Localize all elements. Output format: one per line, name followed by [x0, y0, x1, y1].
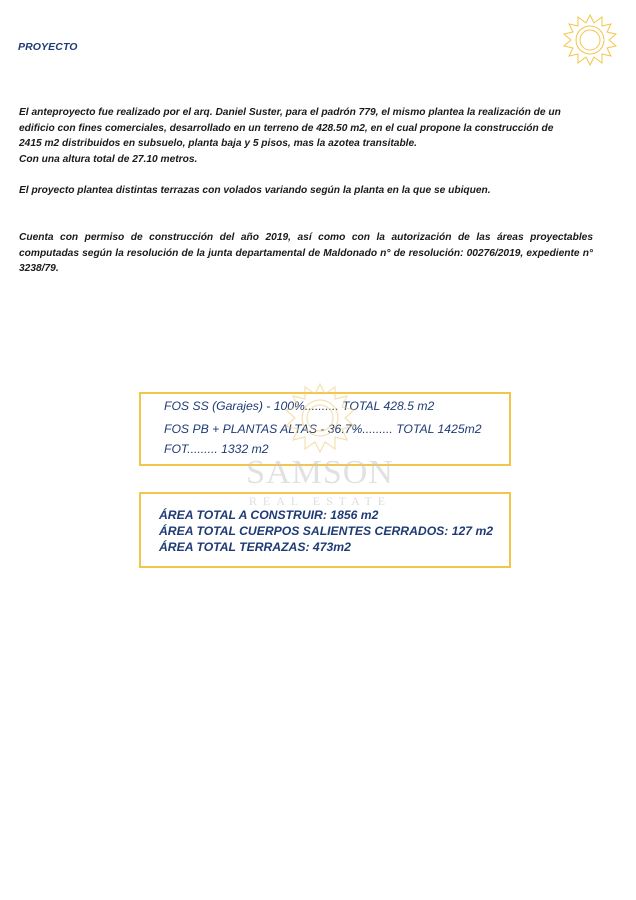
watermark-name: SAMSON — [246, 454, 394, 491]
area-totals-box — [139, 492, 511, 568]
area-total-construir-line: ÁREA TOTAL A CONSTRUIR: 1856 m2 — [159, 508, 379, 522]
intro-line: 2415 m2 distribuidos en subsuelo, planta baja y 5 pisos, mas la azotea transitable. — [19, 138, 418, 149]
permit-paragraph: Cuenta con permiso de construcción del año 2019, así como con la autorización de las áreas proyectables computadas según la resolución de la junta departamental de Maldonado n° de resolución: 00276/2019, expediente n° 3238/79. — [19, 232, 593, 274]
intro-paragraph — [19, 105, 593, 167]
watermark-subtitle: REAL ESTATE — [248, 494, 392, 508]
fot-line: FOT......... 1332 m2 — [164, 442, 269, 456]
intro-line: El anteproyecto fue realizado por el arq. Daniel Suster, para el padrón 779, el mismo plantea la realización de un — [19, 107, 561, 118]
intro-line: Con una altura total de 27.10 metros. — [19, 153, 198, 165]
fos-ss-line: FOS SS (Garajes) - 100%.......... TOTAL 428.5 m2 — [164, 399, 435, 413]
sun-logo-icon — [560, 12, 620, 72]
fos-fot-box — [139, 392, 511, 466]
intro-line: edificio con fines comerciales, desarrollado en un terreno de 428.50 m2, en el cual propone la construcción de — [19, 122, 554, 134]
area-cuerpos-salientes-line: ÁREA TOTAL CUERPOS SALIENTES CERRADOS: 127 m2 — [159, 524, 494, 538]
section-title: PROYECTO — [18, 41, 78, 53]
terraces-paragraph: El proyecto plantea distintas terrazas con volados variando según la planta en la que se ubiquen. — [19, 185, 491, 196]
fos-pb-line: FOS PB + PLANTAS ALTAS - 36.7%......... TOTAL 1425m2 — [164, 422, 482, 436]
area-terrazas-line: ÁREA TOTAL TERRAZAS: 473m2 — [159, 540, 351, 554]
